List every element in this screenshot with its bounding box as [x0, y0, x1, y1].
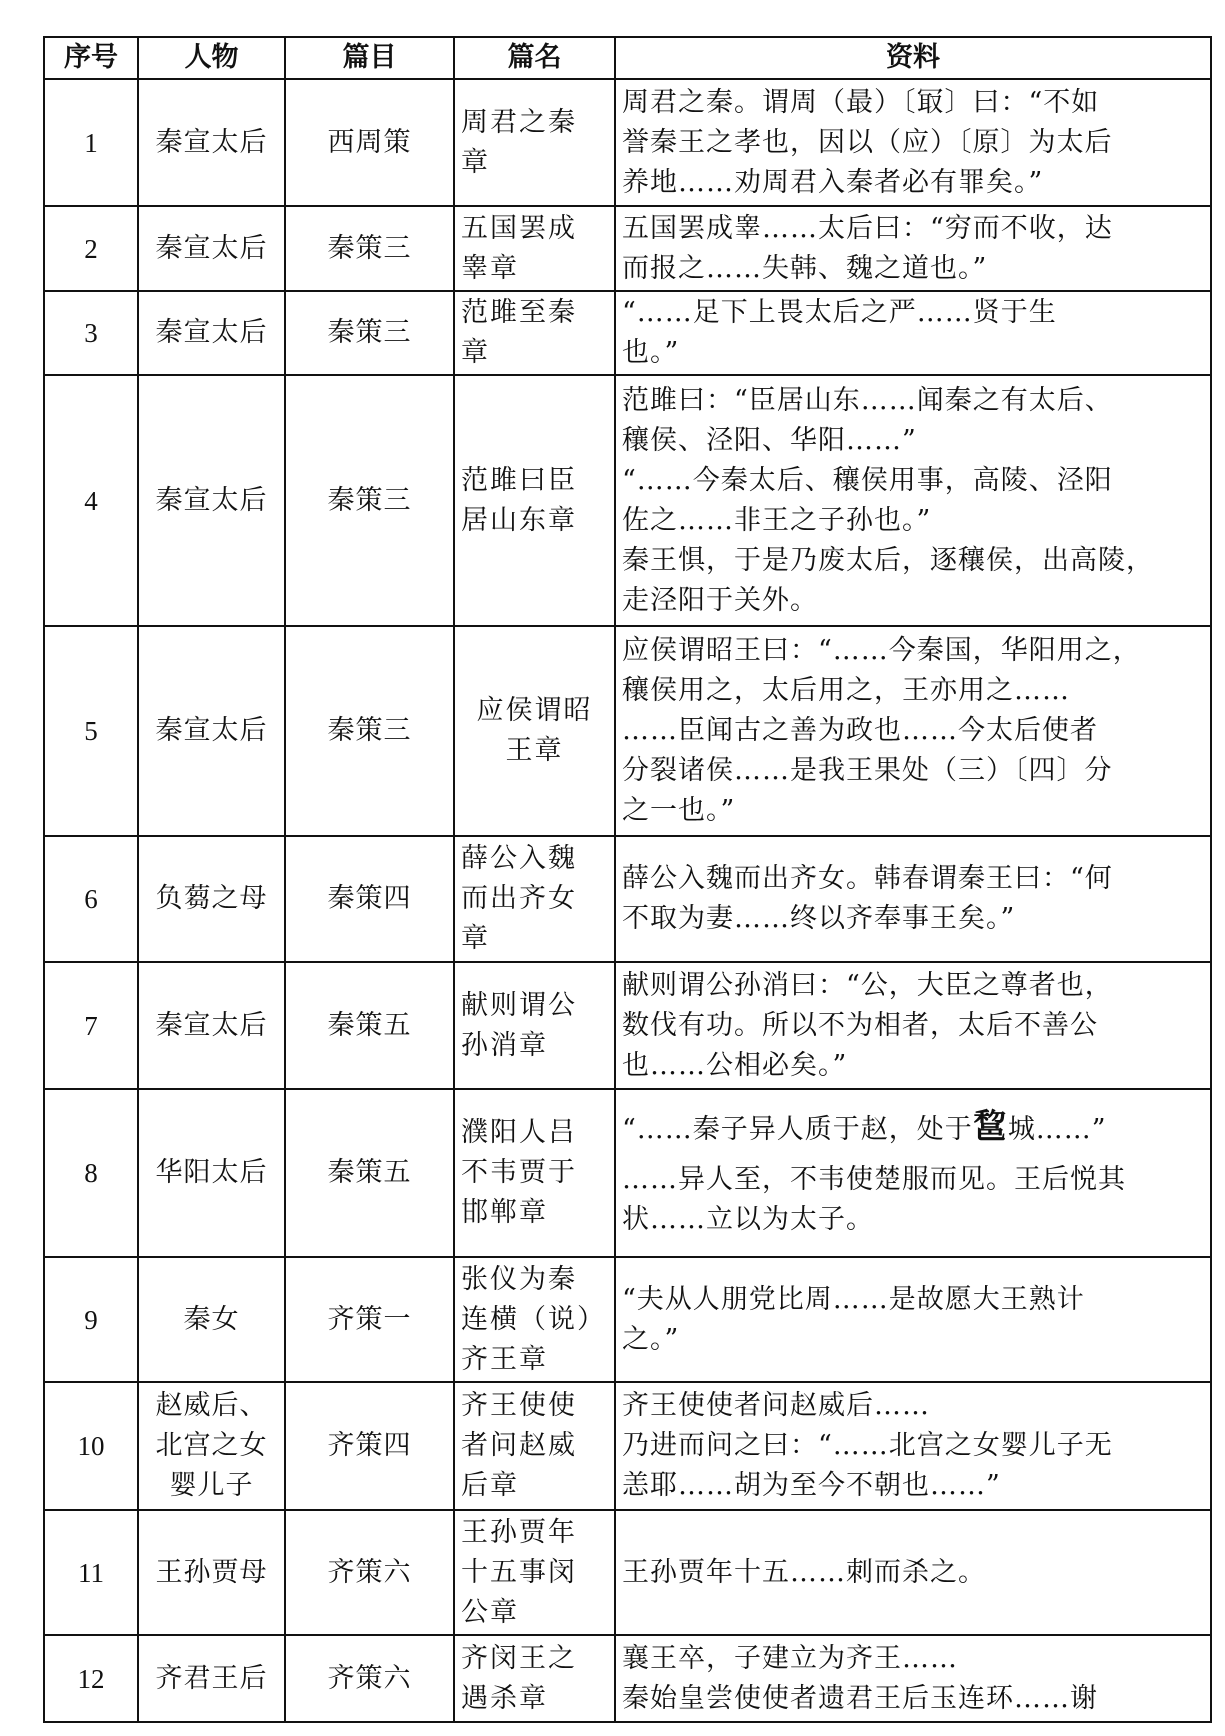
- table-row: [44, 79, 1211, 206]
- rare-character: 𨛫: [972, 1106, 1008, 1147]
- cell-title: [454, 206, 615, 291]
- table-row: [44, 836, 1211, 962]
- cell-no: 2: [44, 206, 138, 291]
- table-row: [44, 206, 1211, 291]
- title-line: 齐王章: [461, 1343, 548, 1375]
- cell-person: [138, 626, 285, 836]
- text-line: 襄王卒，子建立为齐王……: [622, 1642, 958, 1674]
- cell-title: [454, 626, 615, 836]
- header-no: 序号: [44, 37, 138, 79]
- cell-text: [615, 962, 1211, 1089]
- table-row: [44, 291, 1211, 375]
- text-line: 而报之……失韩、魏之道也。”: [622, 252, 988, 284]
- text-line: 穰侯用之，太后用之，王亦用之……: [622, 675, 1070, 706]
- cell-section: 齐策四: [285, 1382, 454, 1510]
- text-line: 之一也。”: [622, 795, 736, 826]
- text-line: 养地……劝周君入秦者必有罪矣。”: [622, 166, 1044, 198]
- cell-title: [454, 79, 615, 206]
- cell-no: 7: [44, 962, 138, 1089]
- title-line: 献则谓公: [461, 989, 577, 1021]
- cell-no: 1: [44, 79, 138, 206]
- title-line: 王孙贾年: [461, 1516, 577, 1548]
- cell-person: [138, 1382, 285, 1510]
- cell-section: 秦策三: [285, 291, 454, 375]
- cell-title: [454, 1382, 615, 1510]
- cell-text: [615, 291, 1211, 375]
- cell-no: 12: [44, 1635, 138, 1722]
- title-line: 邯郸章: [461, 1197, 548, 1228]
- cell-no: 6: [44, 836, 138, 962]
- text-line: 乃进而问之曰：“……北宫之女婴儿子无: [622, 1430, 1113, 1461]
- cell-text: [615, 1089, 1211, 1257]
- title-line: 章: [461, 923, 490, 954]
- cell-no: 3: [44, 291, 138, 375]
- title-line: 章: [461, 146, 490, 178]
- table-row: [44, 1089, 1211, 1257]
- title-line: 居山东章: [461, 504, 577, 536]
- title-line: 孙消章: [461, 1029, 548, 1061]
- text-line: “……今秦太后、穰侯用事，高陵、泾阳: [622, 464, 1113, 496]
- text-line: [622, 1107, 1204, 1150]
- person-line: 秦宣太后: [155, 317, 268, 348]
- title-line: 连横（说）: [461, 1303, 606, 1335]
- cell-section: 秦策三: [285, 375, 454, 626]
- text-line: “夫从人朋党比周……是故愿大王熟计: [622, 1283, 1085, 1315]
- table-row: [44, 1257, 1211, 1382]
- table-row: [44, 962, 1211, 1089]
- text-line: 秦王惧，于是乃废太后，逐穰侯，出高陵，: [622, 544, 1154, 576]
- cell-title: [454, 1257, 615, 1382]
- header-title: 篇名: [454, 37, 615, 79]
- text-line: ……臣闻古之善为政也……今太后使者: [622, 715, 1098, 746]
- person-line: 负蒭之母: [155, 883, 268, 914]
- text-line: “……足下上畏太后之严……贤于生: [622, 297, 1057, 328]
- cell-person: [138, 206, 285, 291]
- document-table: [43, 36, 1212, 1723]
- header-text: 资料: [615, 37, 1211, 79]
- cell-title: [454, 291, 615, 375]
- cell-title: [454, 1635, 615, 1722]
- title-line: 后章: [461, 1470, 519, 1501]
- cell-person: [138, 291, 285, 375]
- person-line: 婴儿子: [169, 1470, 254, 1501]
- title-line: 睾章: [461, 252, 519, 284]
- text-line: 誉秦王之孝也，因以（应）〔原〕为太后: [622, 126, 1113, 158]
- person-line: 秦宣太后: [155, 126, 268, 158]
- title-line: 应侯谓昭: [476, 695, 593, 726]
- text-line: 薛公入魏而出齐女。韩春谓秦王曰：“何: [622, 863, 1113, 894]
- text-line: 范雎曰：“臣居山东……闻秦之有太后、: [622, 384, 1113, 416]
- title-line: 王章: [505, 735, 564, 766]
- table-row: [44, 626, 1211, 836]
- text-line: 不取为妻……终以齐奉事王矣。”: [622, 903, 1016, 934]
- cell-person: [138, 1510, 285, 1635]
- cell-no: 10: [44, 1382, 138, 1510]
- cell-section: 秦策五: [285, 1089, 454, 1257]
- cell-no: 5: [44, 626, 138, 836]
- cell-text: [615, 206, 1211, 291]
- cell-text: [615, 1257, 1211, 1382]
- title-line: 公章: [461, 1596, 519, 1628]
- title-line: 张仪为秦: [461, 1263, 577, 1295]
- text-line: ……异人至，不韦使楚服而见。王后悦其: [622, 1163, 1126, 1195]
- header-section: 篇目: [285, 37, 454, 79]
- title-line: 不韦贾于: [461, 1157, 577, 1188]
- text-line: 献则谓公孙消曰：“公，大臣之尊者也，: [622, 969, 1113, 1001]
- table-row: [44, 375, 1211, 626]
- cell-person: [138, 375, 285, 626]
- text-line: 穰侯、泾阳、华阳……”: [622, 424, 917, 456]
- person-line: 秦宣太后: [155, 232, 268, 264]
- person-line: 秦宣太后: [155, 715, 268, 746]
- cell-text: [615, 1382, 1211, 1510]
- cell-title: [454, 375, 615, 626]
- title-line: 濮阳人吕: [461, 1117, 577, 1148]
- cell-person: [138, 1635, 285, 1722]
- text-line: 之。”: [622, 1323, 680, 1355]
- cell-no: 9: [44, 1257, 138, 1382]
- cell-person: [138, 1089, 285, 1257]
- text-line: 也……公相必矣。”: [622, 1049, 848, 1081]
- title-line: 齐闵王之: [461, 1642, 577, 1674]
- person-line: 赵威后、: [155, 1390, 268, 1421]
- text-fragment: “……秦子异人质于赵，处于: [622, 1113, 973, 1145]
- text-line: 数伐有功。所以不为相者，太后不善公: [622, 1009, 1098, 1041]
- cell-section: 秦策五: [285, 962, 454, 1089]
- cell-no: 4: [44, 375, 138, 626]
- person-line: 华阳太后: [155, 1157, 268, 1188]
- cell-person: [138, 1257, 285, 1382]
- header-person: 人物: [138, 37, 285, 79]
- text-line: 佐之……非王之子孙也。”: [622, 504, 932, 536]
- text-line: 也。”: [622, 337, 680, 368]
- text-line: 齐王使使者问赵威后……: [622, 1390, 930, 1421]
- cell-text: [615, 836, 1211, 962]
- cell-section: 秦策四: [285, 836, 454, 962]
- text-line: 周君之秦。谓周（最）〔冣〕曰：“不如: [622, 86, 1100, 118]
- person-line: 秦女: [183, 1303, 240, 1335]
- cell-text: [615, 1635, 1211, 1722]
- cell-no: 8: [44, 1089, 138, 1257]
- title-line: 遇杀章: [461, 1682, 548, 1714]
- cell-title: [454, 1089, 615, 1257]
- text-fragment: 城……”: [1007, 1113, 1107, 1145]
- cell-section: 西周策: [285, 79, 454, 206]
- cell-title: [454, 836, 615, 962]
- text-line: 应侯谓昭王曰：“……今秦国，华阳用之，: [622, 635, 1141, 666]
- title-line: 者问赵威: [461, 1430, 577, 1461]
- title-line: 十五事闵: [461, 1556, 577, 1588]
- person-line: 秦宣太后: [155, 1009, 268, 1041]
- text-line: 秦始皇尝使使者遗君王后玉连环……谢: [622, 1682, 1098, 1714]
- title-line: 五国罢成: [461, 212, 577, 244]
- text-line: 分裂诸侯……是我王果处（三）〔四〕分: [622, 755, 1113, 786]
- cell-person: [138, 836, 285, 962]
- cell-section: 齐策六: [285, 1635, 454, 1722]
- cell-text: [615, 626, 1211, 836]
- cell-title: [454, 1510, 615, 1635]
- cell-section: 齐策六: [285, 1510, 454, 1635]
- cell-section: 秦策三: [285, 206, 454, 291]
- person-line: 齐君王后: [155, 1662, 268, 1694]
- cell-person: [138, 79, 285, 206]
- cell-section: 秦策三: [285, 626, 454, 836]
- table-body: [44, 79, 1211, 1722]
- table-row: [44, 1510, 1211, 1635]
- title-line: 薛公入魏: [461, 843, 577, 874]
- title-line: 齐王使使: [461, 1390, 577, 1421]
- text-line: 王孙贾年十五……刺而杀之。: [622, 1556, 986, 1588]
- text-line: 恙耶……胡为至今不朝也……”: [622, 1470, 1001, 1501]
- title-line: 章: [461, 337, 490, 368]
- text-line: 走泾阳于关外。: [622, 584, 818, 616]
- cell-title: [454, 962, 615, 1089]
- table-row: [44, 1635, 1211, 1722]
- person-line: 王孙贾母: [155, 1556, 268, 1588]
- cell-text: [615, 79, 1211, 206]
- title-line: 周君之秦: [461, 106, 577, 138]
- table-row: [44, 1382, 1211, 1510]
- person-line: 秦宣太后: [155, 484, 268, 516]
- cell-text: [615, 1510, 1211, 1635]
- table-header-row: [44, 37, 1211, 79]
- cell-section: 齐策一: [285, 1257, 454, 1382]
- title-line: 而出齐女: [461, 883, 577, 914]
- cell-text: [615, 375, 1211, 626]
- text-line: 状……立以为太子。: [622, 1203, 874, 1235]
- cell-person: [138, 962, 285, 1089]
- text-line: 五国罢成睾……太后曰：“穷而不收，达: [622, 212, 1113, 244]
- cell-no: 11: [44, 1510, 138, 1635]
- title-line: 范雎曰臣: [461, 464, 577, 496]
- person-line: 北宫之女: [155, 1430, 268, 1461]
- title-line: 范雎至秦: [461, 297, 577, 328]
